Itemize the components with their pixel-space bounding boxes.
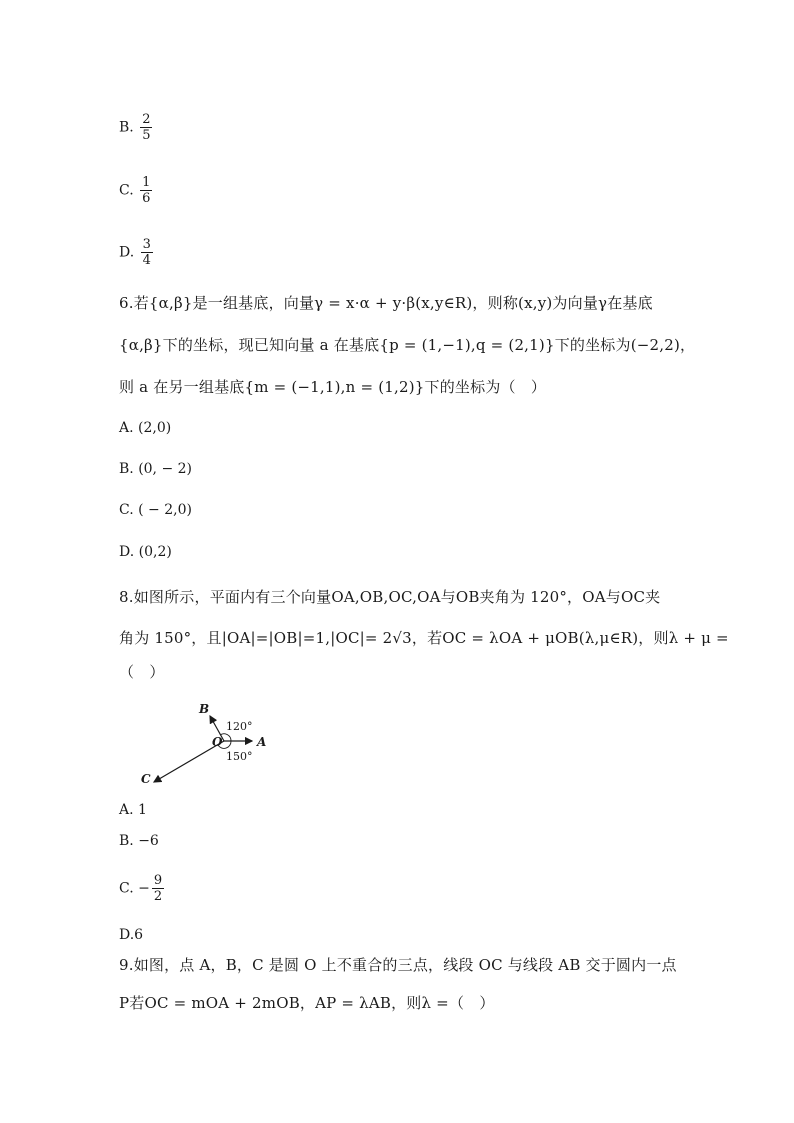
label-o: O (212, 735, 223, 749)
label-a: A (257, 735, 267, 749)
q5-option-b (119, 112, 152, 143)
q8-option-c-fraction (152, 873, 164, 904)
q5-option-b-label: B. (119, 119, 134, 136)
q8-option-b: B. −6 (119, 833, 159, 849)
q6-stem-line1: 6.若{α,β}是一组基底，向量γ = x·α + y·β(x,y∈R)，则称(x,y)为向量γ在基底 (119, 294, 653, 312)
angle-label-120: 120° (226, 720, 253, 733)
q5-option-c-label: C. (119, 182, 134, 199)
q6-stem-line2: {α,β}下的坐标，现已知向量 a 在基底{p = (1,−1),q = (2,1)}下的坐标为(−2,2)， (119, 336, 696, 354)
q6-option-a: A. (2,0) (119, 420, 172, 436)
q5-option-d-denominator: 4 (142, 253, 151, 268)
q8-option-d: D.6 (119, 927, 144, 943)
q5-option-c-numerator: 1 (142, 175, 151, 190)
q8-option-a: A. 1 (119, 802, 147, 818)
q5-option-c (119, 175, 152, 206)
q6-option-c: C. ( − 2,0) (119, 502, 192, 518)
q8-stem-line2: 角为 150°，且|OA|=|OB|=1,|OC|= 2√3，若OC = λOA + μOB(λ,μ∈R)，则λ + μ = (119, 629, 729, 647)
q8-stem-line3: （ ） (119, 663, 165, 681)
angle-label-150: 150° (226, 750, 253, 763)
q6-stem-line3: 则 a 在另一组基底{m = (−1,1),n = (1,2)}下的坐标为（ ） (119, 378, 547, 396)
q8-option-c (119, 873, 164, 904)
q6-option-b: B. (0, − 2) (119, 461, 193, 477)
q5-option-d-numerator: 3 (142, 237, 151, 252)
q8-vector-figure (130, 698, 280, 790)
label-b: B (199, 702, 210, 716)
q8-option-c-numerator: 9 (153, 873, 163, 888)
q5-option-c-fraction (140, 175, 152, 206)
label-c: C (141, 772, 151, 786)
q5-option-b-fraction (140, 112, 152, 143)
q5-option-c-denominator: 6 (142, 191, 151, 206)
q5-option-d-label: D. (119, 244, 135, 261)
q8-option-c-denominator: 2 (153, 889, 163, 904)
q9-stem-line2: P若OC = mOA + 2mOB，AP = λAB，则λ =（ ） (119, 994, 495, 1012)
q5-option-d (119, 237, 153, 268)
q8-stem-line1: 8.如图所示，平面内有三个向量OA,OB,OC,OA与OB夹角为 120°，OA与OC夹 (119, 588, 661, 606)
q5-option-b-numerator: 2 (142, 112, 151, 127)
q8-option-c-label: C. − (119, 880, 150, 897)
q9-stem-line1: 9.如图，点 A，B，C 是圆 O 上不重合的三点，线段 OC 与线段 AB 交于圆内一点 (119, 956, 677, 974)
q5-option-d-fraction (141, 237, 153, 268)
q5-option-b-denominator: 5 (142, 128, 151, 143)
q6-option-d: D. (0,2) (119, 544, 172, 560)
